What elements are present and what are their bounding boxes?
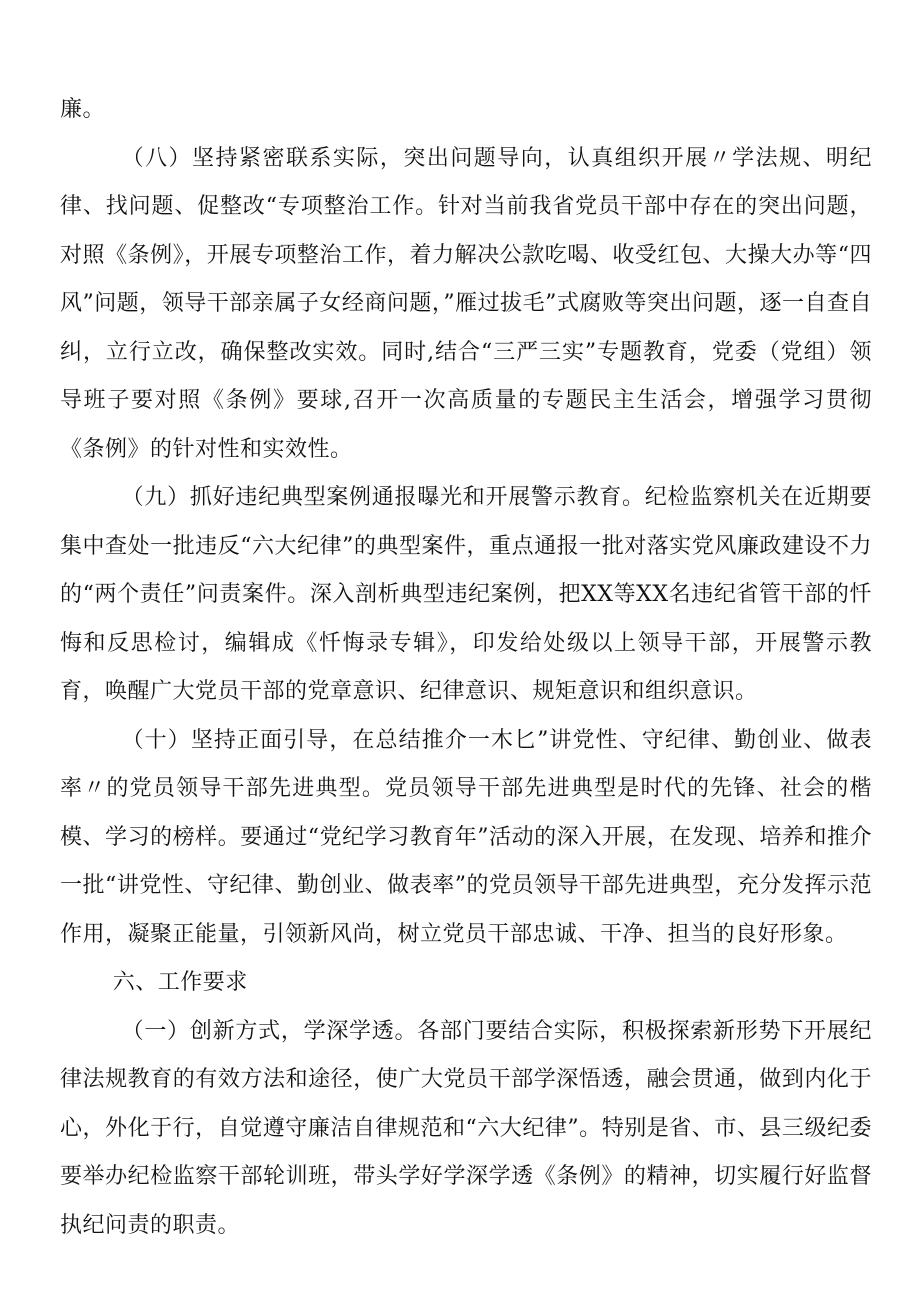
paragraph-item-9: （九）抓好违纪典型案例通报曝光和开展警示教育。纪检监察机关在近期要集中查处一批违反“六大纪律”的典型案件，重点通报一批对落实党风廉政建设不力的“两个责任”问责案件。深入剖析典型违纪案例，把XX等XX名违纪省管干部的忏悔和反思检讨，编辑成《忏悔录专辑》，印发给处级以上领导干部，开展警示教育，唤醒广大党员干部的党章意识、纪律意识、规矩意识和组织意识。 [60, 485, 872, 704]
section-heading: 六、工作要求 [112, 970, 248, 995]
paragraph-item-10: （十）坚持正面引导，在总结推介一木匕”讲党性、守纪律、勤创业、做表率〃的党员领导干部先进典型。党员领导干部先进典型是时代的先锋、社会的楷模、学习的榜样。要通过“党纪学习教育年”活动的深入开展，在发现、培养和推介一批“讲党性、守纪律、勤创业、做表率”的党员领导干部先进典型，充分发挥示范作用，凝聚正能量，引领新风尚，树立党员干部忠诚、干净、担当的良好形象。 [60, 727, 872, 947]
paragraph-requirement-1: （一）创新方式，学深学透。各部门要结合实际，积极探索新形势下开展纪律法规教育的有效方法和途径，使广大党员干部学深悟透，融会贯通，做到内化于心，外化于行，自觉遵守廉洁自律规范和“六大纪律”。特别是省、市、县三级纪委要举办纪检监察干部轮训班，带头学好学深学透《条例》的精神，切实履行好监督执纪问责的职责。 [60, 1018, 872, 1238]
paragraph-item-8: （八）坚持紧密联系实际，突出问题导向，认真组织开展〃学法规、明纪律、找问题、促整改“专项整治工作。针对当前我省党员干部中存在的突出问题，对照《条例》，开展专项整治工作，着力解决公款吃喝、收受红包、大操大办等“四风”问题，领导干部亲属子女经商问题，”雁过拔毛”式腐败等突出问题，逐一自查自纠，立行立改，确保整改实效。同时,结合“三严三实”专题教育，党委（党组）领导班子要对照《条例》要球,召开一次高质量的专题民主生活会，增强学习贯彻《条例》的针对性和实效性。 [60, 145, 872, 462]
document-body [60, 86, 872, 1250]
paragraph-continuation: 廉。 [60, 97, 106, 122]
